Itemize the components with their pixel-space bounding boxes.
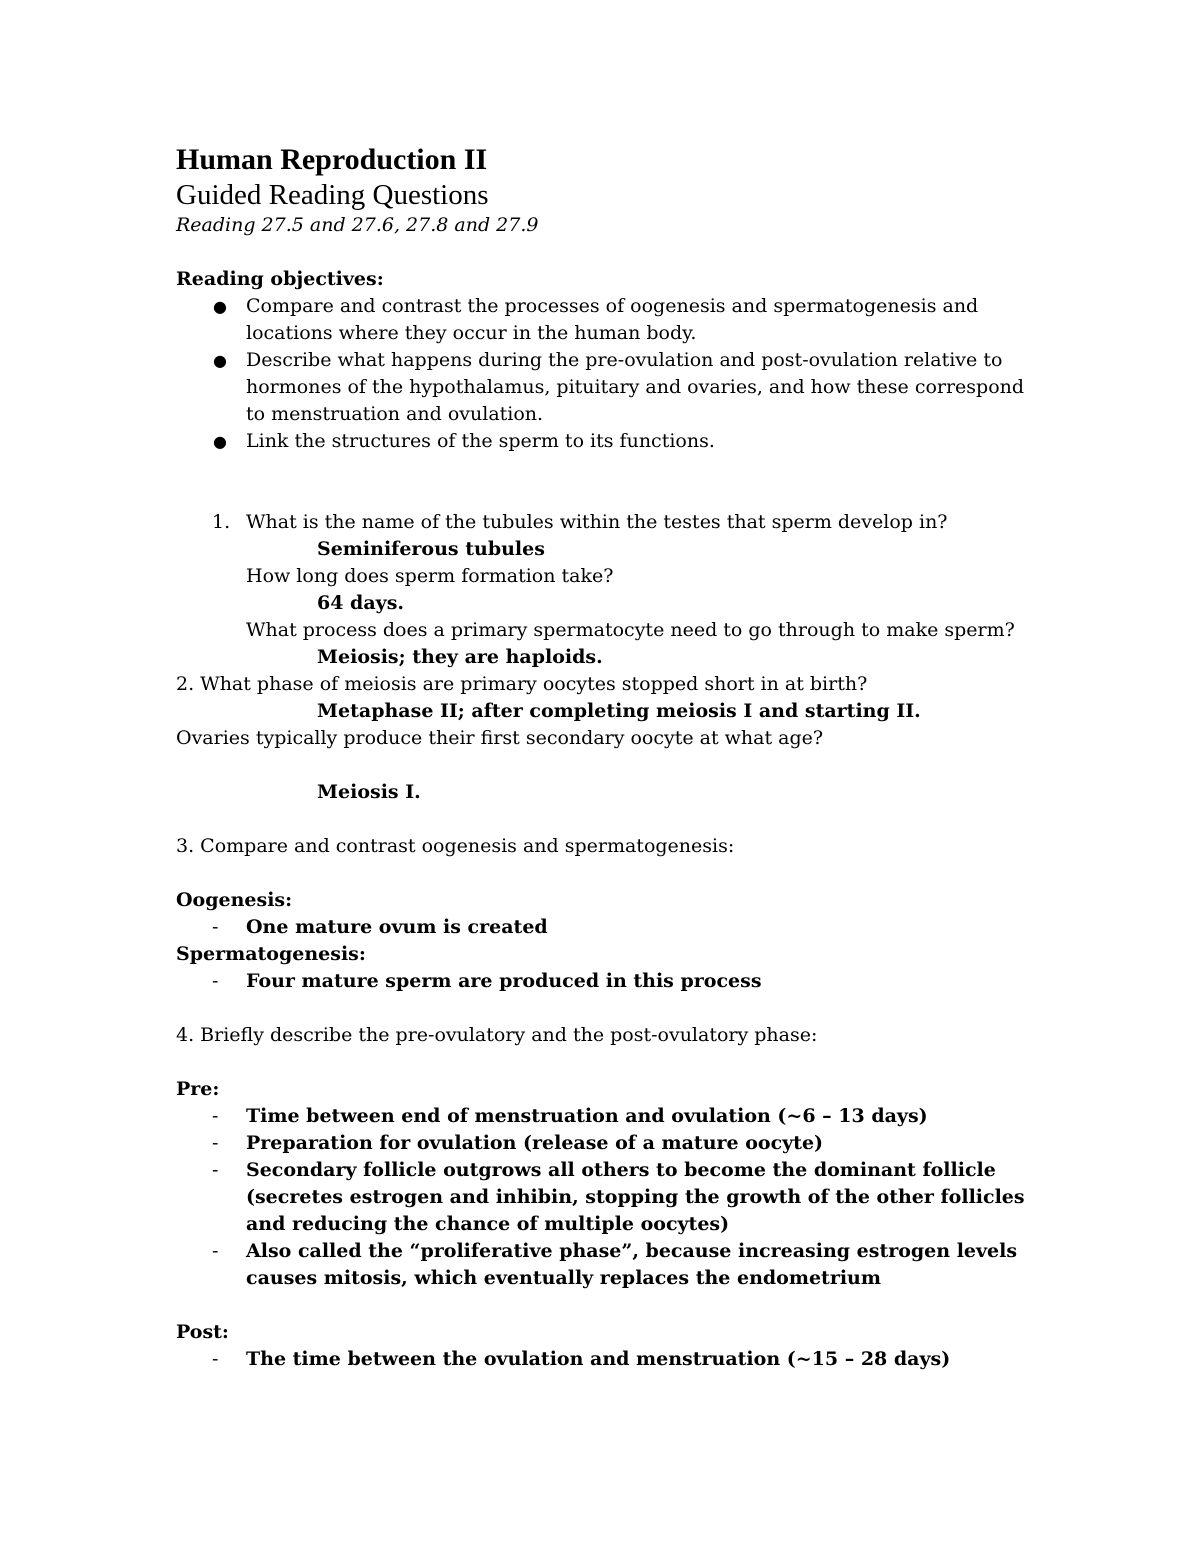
doc-subtitle: Guided Reading Questions [176, 179, 489, 211]
dash-marker: - [212, 916, 219, 938]
list-item [176, 1238, 1036, 1292]
list-item [176, 1130, 1036, 1157]
list-item-text: Time between end of menstruation and ovulation (~6 – 13 days) [246, 1105, 928, 1127]
bullet-icon: ● [213, 432, 227, 451]
spacer [176, 455, 1036, 482]
spermatogenesis-list [176, 968, 1036, 995]
question-number: 1. [212, 511, 231, 533]
objective-item [176, 428, 1036, 455]
dash-marker: - [212, 1105, 219, 1127]
spacer [176, 482, 1036, 509]
answer-text: Metaphase II; after completing meiosis I and starting II. [317, 700, 921, 722]
question-text: What is the name of the tubules within the testes that sperm develop in? [246, 511, 948, 533]
bullet-icon: ● [213, 351, 227, 370]
post-list [176, 1346, 1036, 1373]
dash-marker: - [212, 1240, 219, 1262]
dash-marker: - [212, 1348, 219, 1370]
list-item [176, 1346, 1036, 1373]
oogenesis-heading: Oogenesis: [176, 889, 293, 911]
objective-item [176, 347, 1036, 428]
bullet-icon: ● [213, 297, 227, 316]
spermatogenesis-heading: Spermatogenesis: [176, 943, 366, 965]
list-item [176, 914, 1036, 941]
answer-text: Meiosis I. [317, 781, 421, 803]
list-item-text: The time between the ovulation and menstruation (~15 – 28 days) [246, 1348, 951, 1370]
pre-list [176, 1103, 1036, 1292]
list-item-text: One mature ovum is created [246, 916, 548, 938]
reading-reference: Reading 27.5 and 27.6, 27.8 and 27.9 [176, 214, 539, 236]
question-text: Ovaries typically produce their first secondary oocyte at what age? [176, 727, 824, 749]
objectives-list [176, 293, 1036, 455]
spacer [176, 752, 1036, 779]
question-2-text: 2. What phase of meiosis are primary oocytes stopped short in at birth? [176, 673, 868, 695]
post-heading: Post: [176, 1321, 229, 1343]
objective-text: Compare and contrast the processes of oogenesis and spermatogenesis and locations where they occur in the human body. [246, 295, 979, 344]
question-text: How long does sperm formation take? [246, 565, 614, 587]
dash-marker: - [212, 1159, 219, 1181]
list-item-text: Four mature sperm are produced in this process [246, 970, 762, 992]
spacer [176, 860, 1036, 887]
objective-text: Describe what happens during the pre-ovulation and post-ovulation relative to hormones of the hypothalamus, pituitary and ovaries, and how these correspond to menstruation and ovulation. [246, 349, 1025, 425]
answer-text: Meiosis; they are haploids. [317, 646, 603, 668]
answer-text: Seminiferous tubules [317, 538, 545, 560]
spacer [176, 806, 1036, 833]
doc-title: Human Reproduction II [176, 143, 488, 176]
question-3-text: 3. Compare and contrast oogenesis and spermatogenesis: [176, 835, 735, 857]
answer-text: 64 days. [317, 592, 405, 614]
list-item-text: Preparation for ovulation (release of a mature oocyte) [246, 1132, 824, 1154]
question-1 [176, 509, 1036, 671]
objective-item [176, 293, 1036, 347]
list-item-text: Secondary follicle outgrows all others to become the dominant follicle (secretes estrogen and inhibin, stopping the growth of the other follicles and reducing the chance of multiple oocytes) [246, 1159, 1025, 1235]
document-page [176, 142, 1036, 1373]
question-text: What process does a primary spermatocyte need to go through to make sperm? [246, 619, 1015, 641]
oogenesis-list [176, 914, 1036, 941]
objectives-heading: Reading objectives: [176, 268, 384, 290]
pre-heading: Pre: [176, 1078, 220, 1100]
dash-marker: - [212, 1132, 219, 1154]
list-item [176, 1103, 1036, 1130]
spacer [176, 1292, 1036, 1319]
list-item [176, 968, 1036, 995]
list-item [176, 1157, 1036, 1238]
dash-marker: - [212, 970, 219, 992]
list-item-text: Also called the “proliferative phase”, because increasing estrogen levels causes mitosis, which eventually replaces the endometrium [246, 1240, 1018, 1289]
spacer [176, 995, 1036, 1022]
question-4-text: 4. Briefly describe the pre-ovulatory and the post-ovulatory phase: [176, 1024, 818, 1046]
spacer [176, 1049, 1036, 1076]
objective-text: Link the structures of the sperm to its functions. [246, 430, 715, 452]
spacer [176, 239, 1036, 266]
